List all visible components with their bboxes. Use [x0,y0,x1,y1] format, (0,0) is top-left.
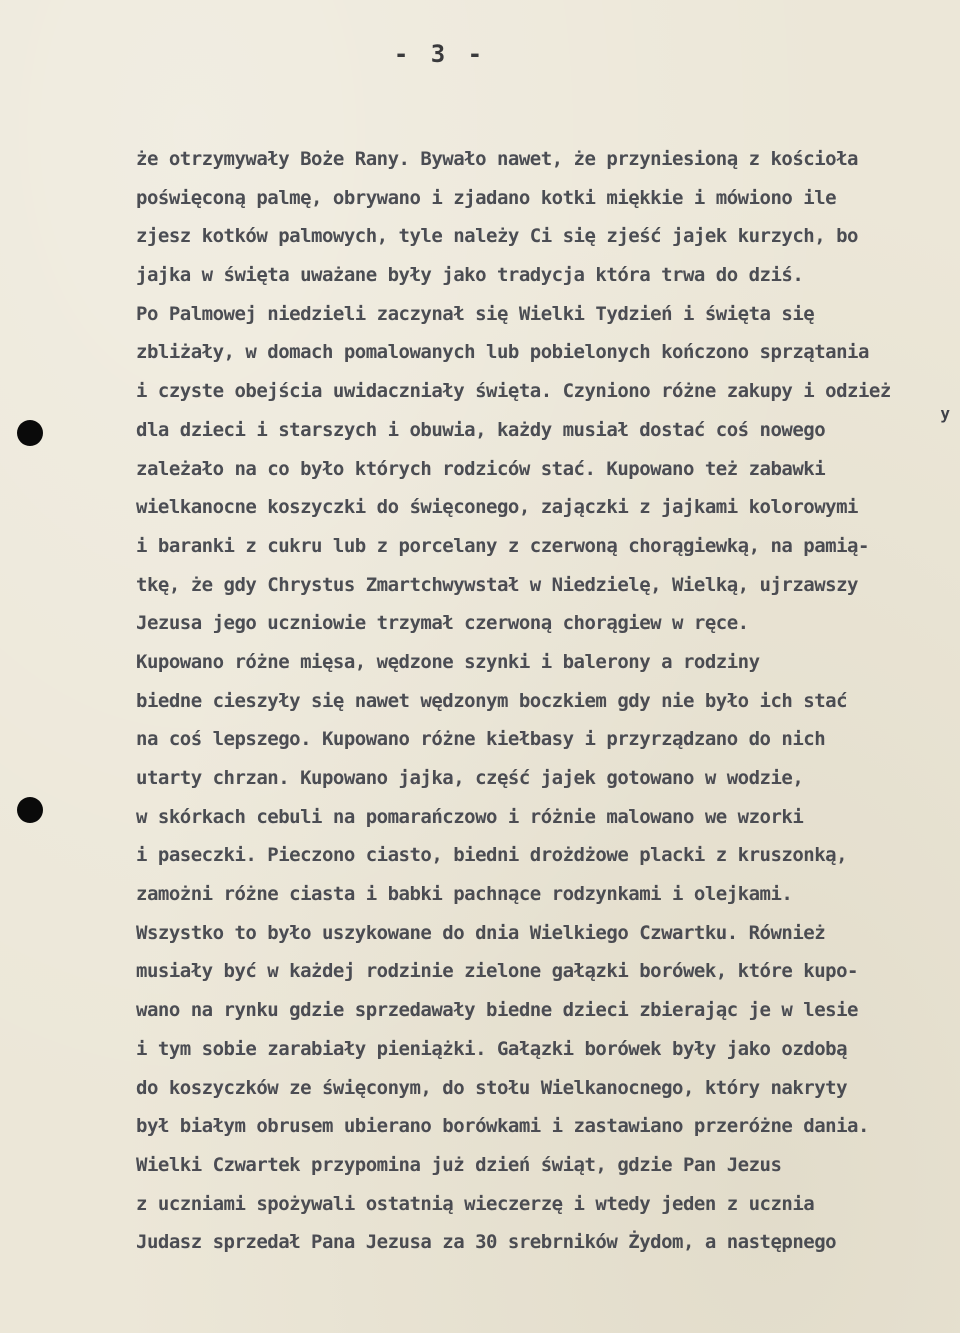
text-line: Po Palmowej niedzieli zaczynał się Wielki Tydzień i święta się [136,302,815,325]
punch-hole-bottom [17,797,43,823]
text-line: zależało na co było których rodziców stać. Kupowano też zabawki [136,457,826,480]
text-line: tkę, że gdy Chrystus Zmartchwywstał w Niedzielę, Wielką, ujrzawszy [136,573,858,596]
text-line: biedne cieszyły się nawet wędzonym boczkiem gdy nie było ich stać [136,689,848,712]
text-line: i baranki z cukru lub z porcelany z czerwoną chorągiewką, na pamią- [136,534,869,557]
text-line: wano na rynku gdzie sprzedawały biedne dzieci zbierając je w lesie [136,999,858,1022]
text-line: dla dzieci i starszych i obuwia, każdy musiał dostać coś nowego [136,418,826,441]
text-line: Jezusa jego uczniowie trzymał czerwoną chorągiew w ręce. [136,612,749,635]
text-line: był białym obrusem ubierano borówkami i zastawiano przeróżne dania. [136,1115,869,1138]
text-line: Judasz sprzedał Pana Jezusa za 30 srebrników Żydom, a następnego [136,1231,837,1254]
text-line: że otrzymywały Boże Rany. Bywało nawet, że przyniesioną z kościoła [136,148,858,170]
margin-overflow-char: y [940,404,950,423]
text-line: Wielki Czwartek przypomina już dzień świąt, gdzie Pan Jezus [136,1153,782,1176]
text-line: do koszyczków ze święconym, do stołu Wielkanocnego, który nakryty [136,1076,848,1099]
text-line: Kupowano różne mięsa, wędzone szynki i balerony a rodziny [136,650,760,673]
page-number: - 3 - [393,40,487,68]
text-line: i paseczki. Pieczono ciasto, biedni drożdżowe placki z kruszonką, [136,844,848,867]
text-line: utarty chrzan. Kupowano jajka, część jajek gotowano w wodzie, [136,767,804,789]
text-line: w skórkach cebuli na pomarańczowo i różnie malowano we wzorki [136,805,804,828]
text-line: z uczniami spożywali ostatnią wieczerzę i wtedy jeden z ucznia [136,1192,815,1215]
text-line: na coś lepszego. Kupowano różne kiełbasy i przyrządzano do nich [136,728,826,751]
punch-hole-top [17,420,43,446]
text-line: zbliżały, w domach pomalowanych lub pobielonych kończono sprzątania [136,341,869,364]
text-line: poświęconą palmę, obrywano i zjadano kotki miękkie i mówiono ile [136,186,837,209]
text-line: i czyste obejścia uwidaczniały święta. Czyniono różne zakupy i odzież [136,380,891,403]
text-line: zjesz kotków palmowych, tyle należy Ci się zjeść jajek kurzych, bo [136,225,858,248]
document-body [136,140,936,1262]
text-line: Wszystko to było uszykowane do dnia Wielkiego Czwartku. Również [136,921,826,944]
text-line: wielkanocne koszyczki do święconego, zajączki z jajkami kolorowymi [136,496,858,519]
text-line: zamożni różne ciasta i babki pachnące rodzynkami i olejkami. [136,883,793,906]
text-line: jajka w święta uważane były jako tradycja która trwa do dziś. [136,264,804,287]
text-line: musiały być w każdej rodzinie zielone gałązki borówek, które kupo- [136,960,858,983]
text-line: i tym sobie zarabiały pieniążki. Gałązki borówek były jako ozdobą [136,1037,848,1060]
